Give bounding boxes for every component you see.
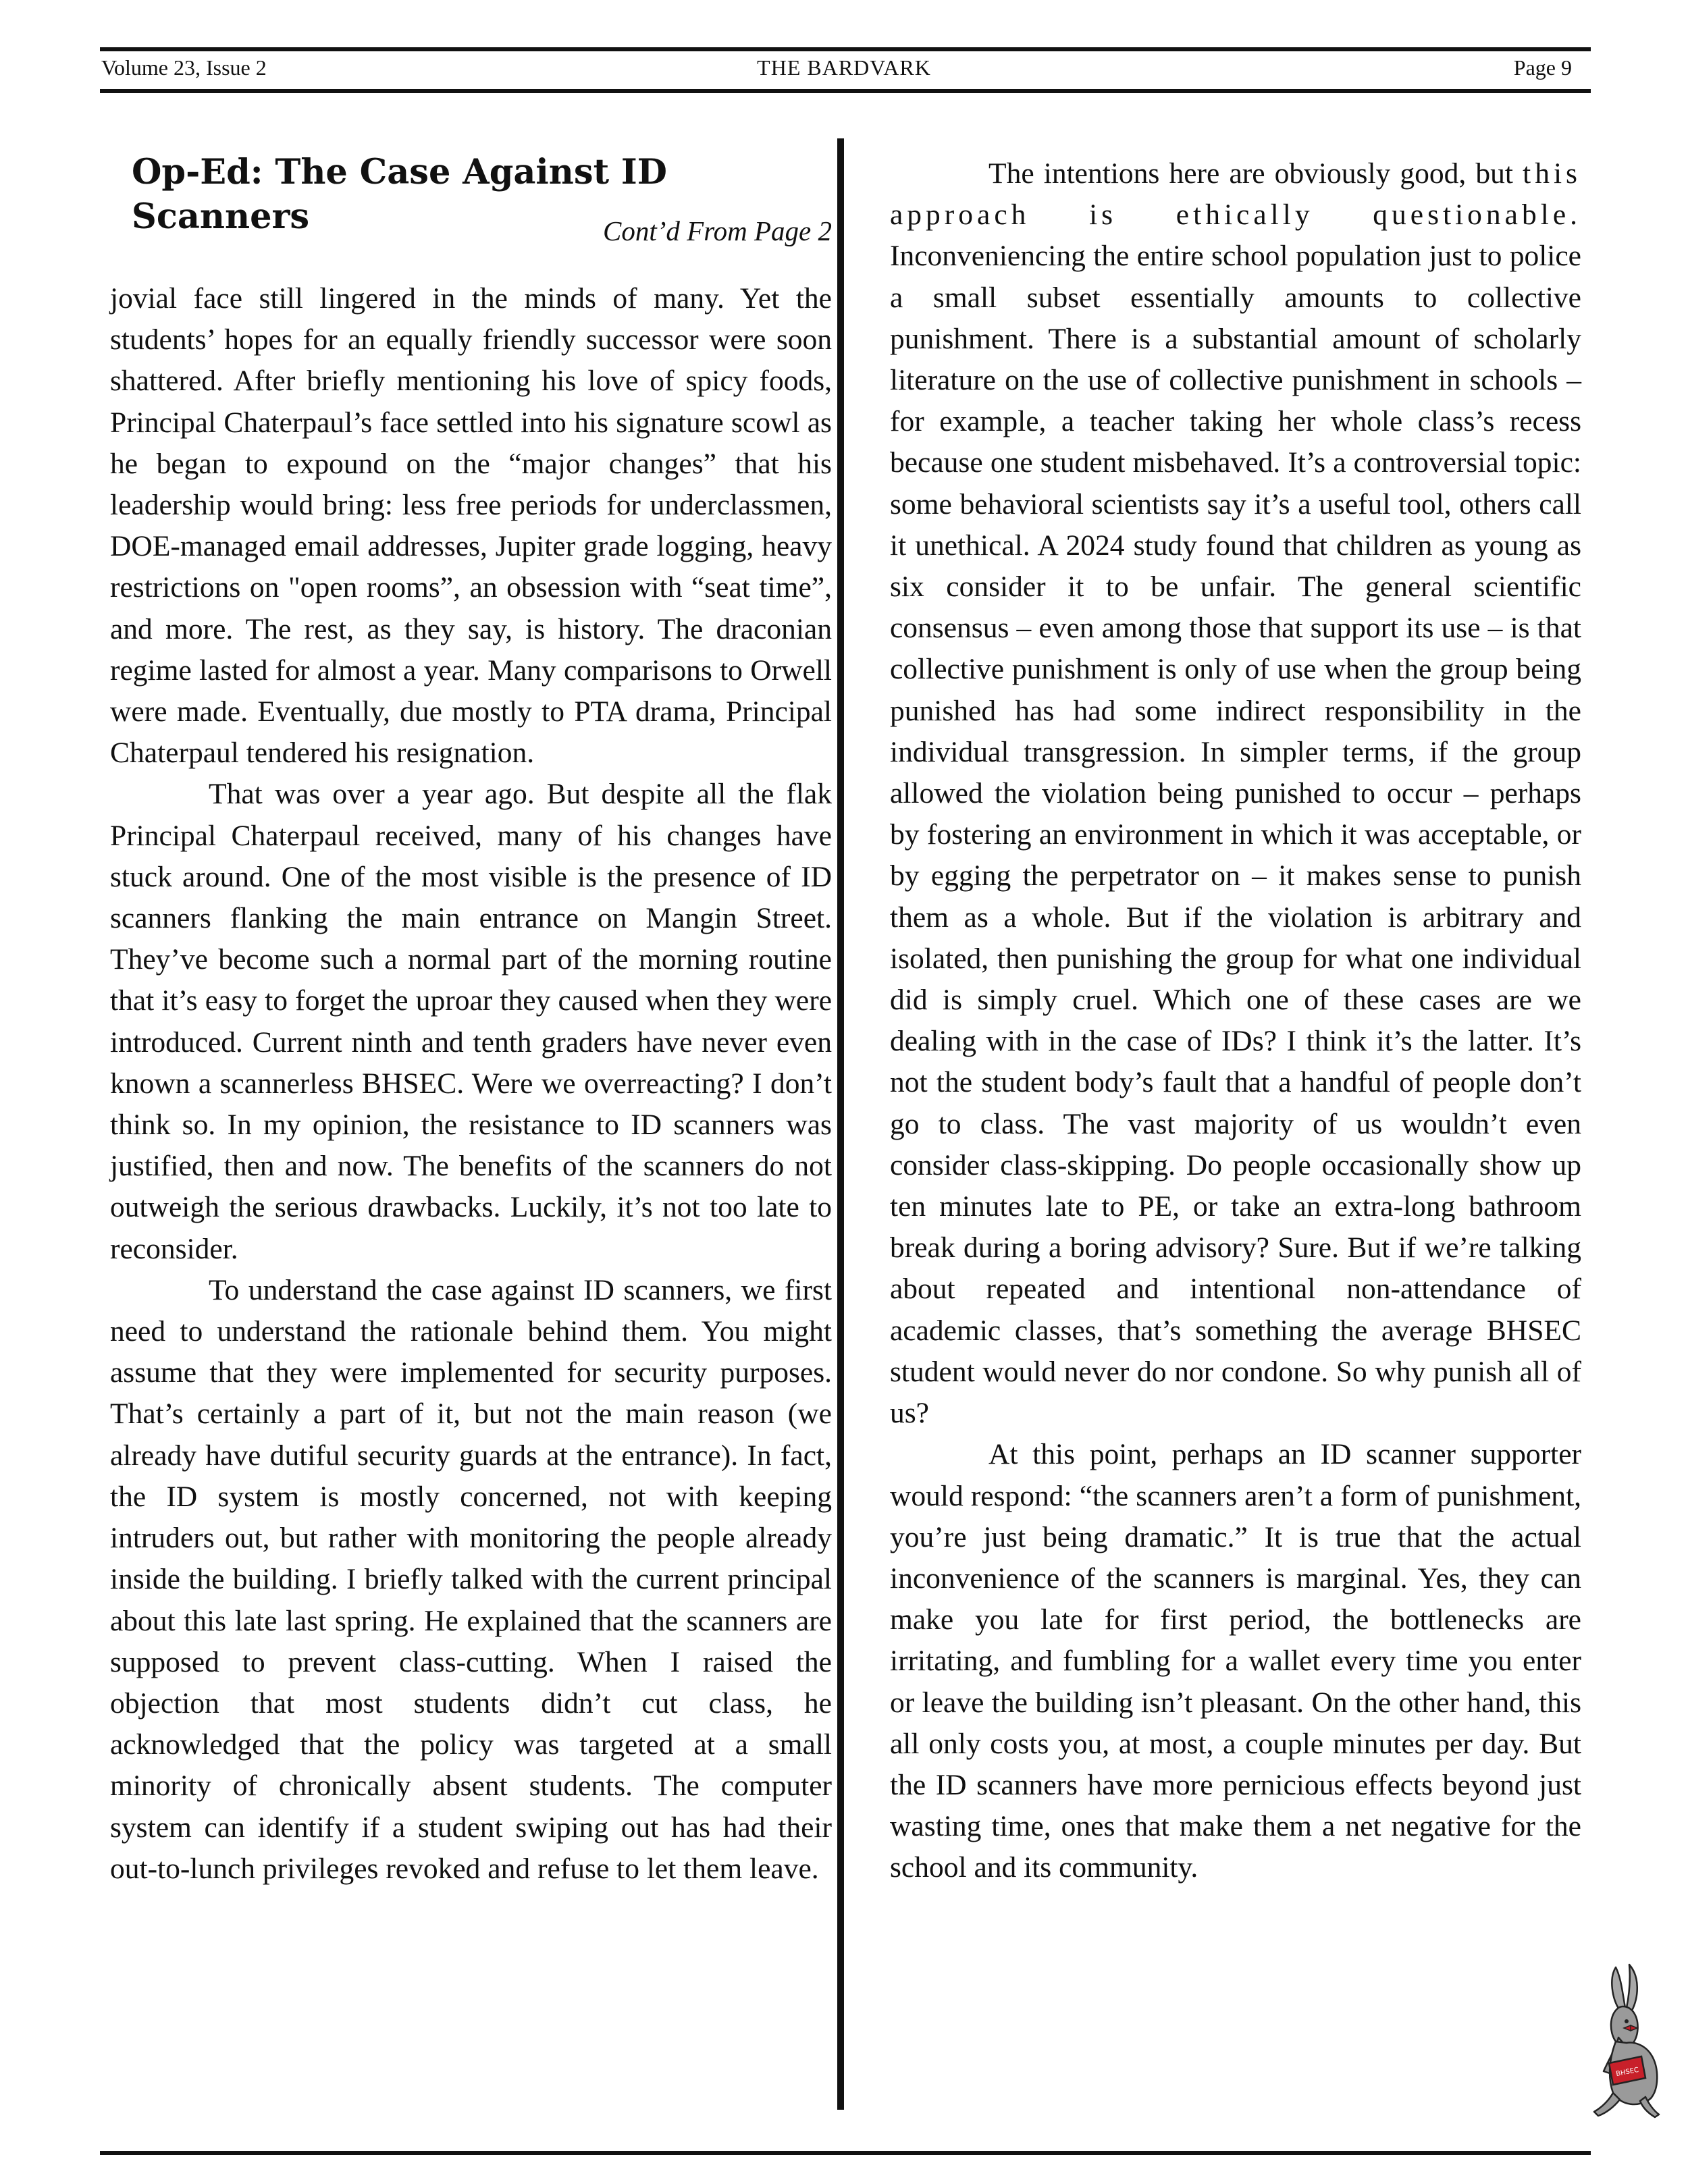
right-column [890, 153, 1581, 1889]
footer-rule [100, 2151, 1591, 2155]
article-title: Op-Ed: The Case Against ID Scanners [132, 152, 667, 237]
paragraph: jovial face still lingered in the minds of many. Yet the students’ hopes for an equally friendly successor were soon shattered. After briefly mentioning his love of spicy foods, Principal Chaterpaul’s face settled into his signature scowl as he began to expound on the “major changes” that his leadership would bring: less free periods for underclassmen, DOE-managed email addresses, Jupiter grade logging, heavy restrictions on "open rooms”, an obsession with “seat time”, and more. The rest, as they say, is history. The draconian regime lasted for almost a year. Many comparisons to Orwell were made. Eventually, due mostly to PTA drama, Principal Chaterpaul tendered his resignation. [110, 282, 832, 770]
paragraph-line: this approach is ethically questionable. [890, 157, 1581, 232]
publication-name: THE BARDVARK [757, 55, 931, 80]
eye [1625, 2019, 1629, 2023]
paragraph-line: The intentions here are obviously good, but [988, 157, 1513, 190]
paragraph: At this point, perhaps an ID scanner supporter would respond: “the scanners aren’t a form of punishment, you’re just being dramatic.” It is true that the actual inconvenience of the scanners is marginal. Yes, they can make you late for first period, the bottlenecks are irritating, and fumbling for a wallet every time you enter or leave the building isn’t pleasant. On the other hand, this all only costs you, at most, a couple minutes per day. But the ID scanners have more pernicious effects beyond just wasting time, ones that make them a net negative for the school and its community. [890, 1438, 1581, 1884]
paragraph: That was over a year ago. But despite all the flak Principal Chaterpaul received, many of his changes have stuck around. One of the most visible is the presence of ID scanners flanking the main entrance on Mangin Street. They’ve become such a normal part of the morning routine that it’s easy to forget the uproar they caused when they were introduced. Current ninth and tenth graders have never even known a scannerless BHSEC. Were we overreacting? I don’t think so. In my opinion, the resistance to ID scanners was justified, then and now. The benefits of the scanners do not outweigh the serious drawbacks. Luckily, it’s not too late to reconsider. [110, 778, 832, 1265]
header-top-rule [100, 47, 1591, 51]
volume-issue: Volume 23, Issue 2 [101, 55, 267, 80]
paragraph [890, 153, 1581, 1434]
left-column [110, 278, 832, 1890]
paragraph-text: Inconveniencing the entire school population just to police a small subset essentially amounts to collective punishment. There is a substantial amount of scholarly literature on the use of collective punishment in schools – for example, a teacher taking her whole class’s recess because one student misbehaved. It’s a controversial topic: some behavioral scientists say it’s a useful tool, others call it unethical. A 2024 study found that children as young as six consider it to be unfair. The general scientific consensus – even among those that support its use – is that collective punishment is only of use when the group being punished has had some indirect responsibility in the individual transgression. In simpler terms, if the group allowed the violation being punished to occur – perhaps by fostering an environment in which it was acceptable, or by egging the perpetrator on – it makes sense to punish them as a whole. But if the violation is arbitrary and isolated, then punishing the group for what one individual did is simply cruel. Which one of these cases are we dealing with in the case of IDs? I think it’s the latter. It’s not the student body’s fault that a handful of people don’t go to class. The vast majority of us wouldn’t even consider class-skipping. Do people occasionally show up ten minutes late to PE, or take an extra-long bathroom break during a boring advisory? Sure. But if we’re talking about repeated and intentional non-attendance of academic classes, that’s something the average BHSEC student would never do nor condone. So why punish all of us? [890, 240, 1581, 1430]
paragraph: To understand the case against ID scanners, we first need to understand the rationale behind them. You might assume that they were implemented for security purposes. That’s certainly a part of it, but not the main reason (we already have dutiful security guards at the entrance). In fact, the ID system is mostly concerned, not with keeping intruders out, but rather with monitoring the people already inside the building. I briefly talked with the current principal about this late last spring. He explained that the scanners are supposed to prevent class-cutting. When I raised the objection that most students didn’t cut class, he acknowledged that the policy was targeted at a small minority of chronically absent students. The computer system can identify if a student swiping out has had their out-to-lunch privileges revoked and refuse to let them leave. [110, 1273, 832, 1885]
book-label: BHSEC [1615, 2066, 1640, 2079]
column-divider [837, 138, 844, 2110]
page-number: Page 9 [1513, 55, 1572, 80]
header-bottom-rule [100, 89, 1591, 93]
continued-from-note: Cont’d From Page 2 [603, 215, 832, 246]
aardvark-mascot-icon [1589, 1958, 1663, 2120]
